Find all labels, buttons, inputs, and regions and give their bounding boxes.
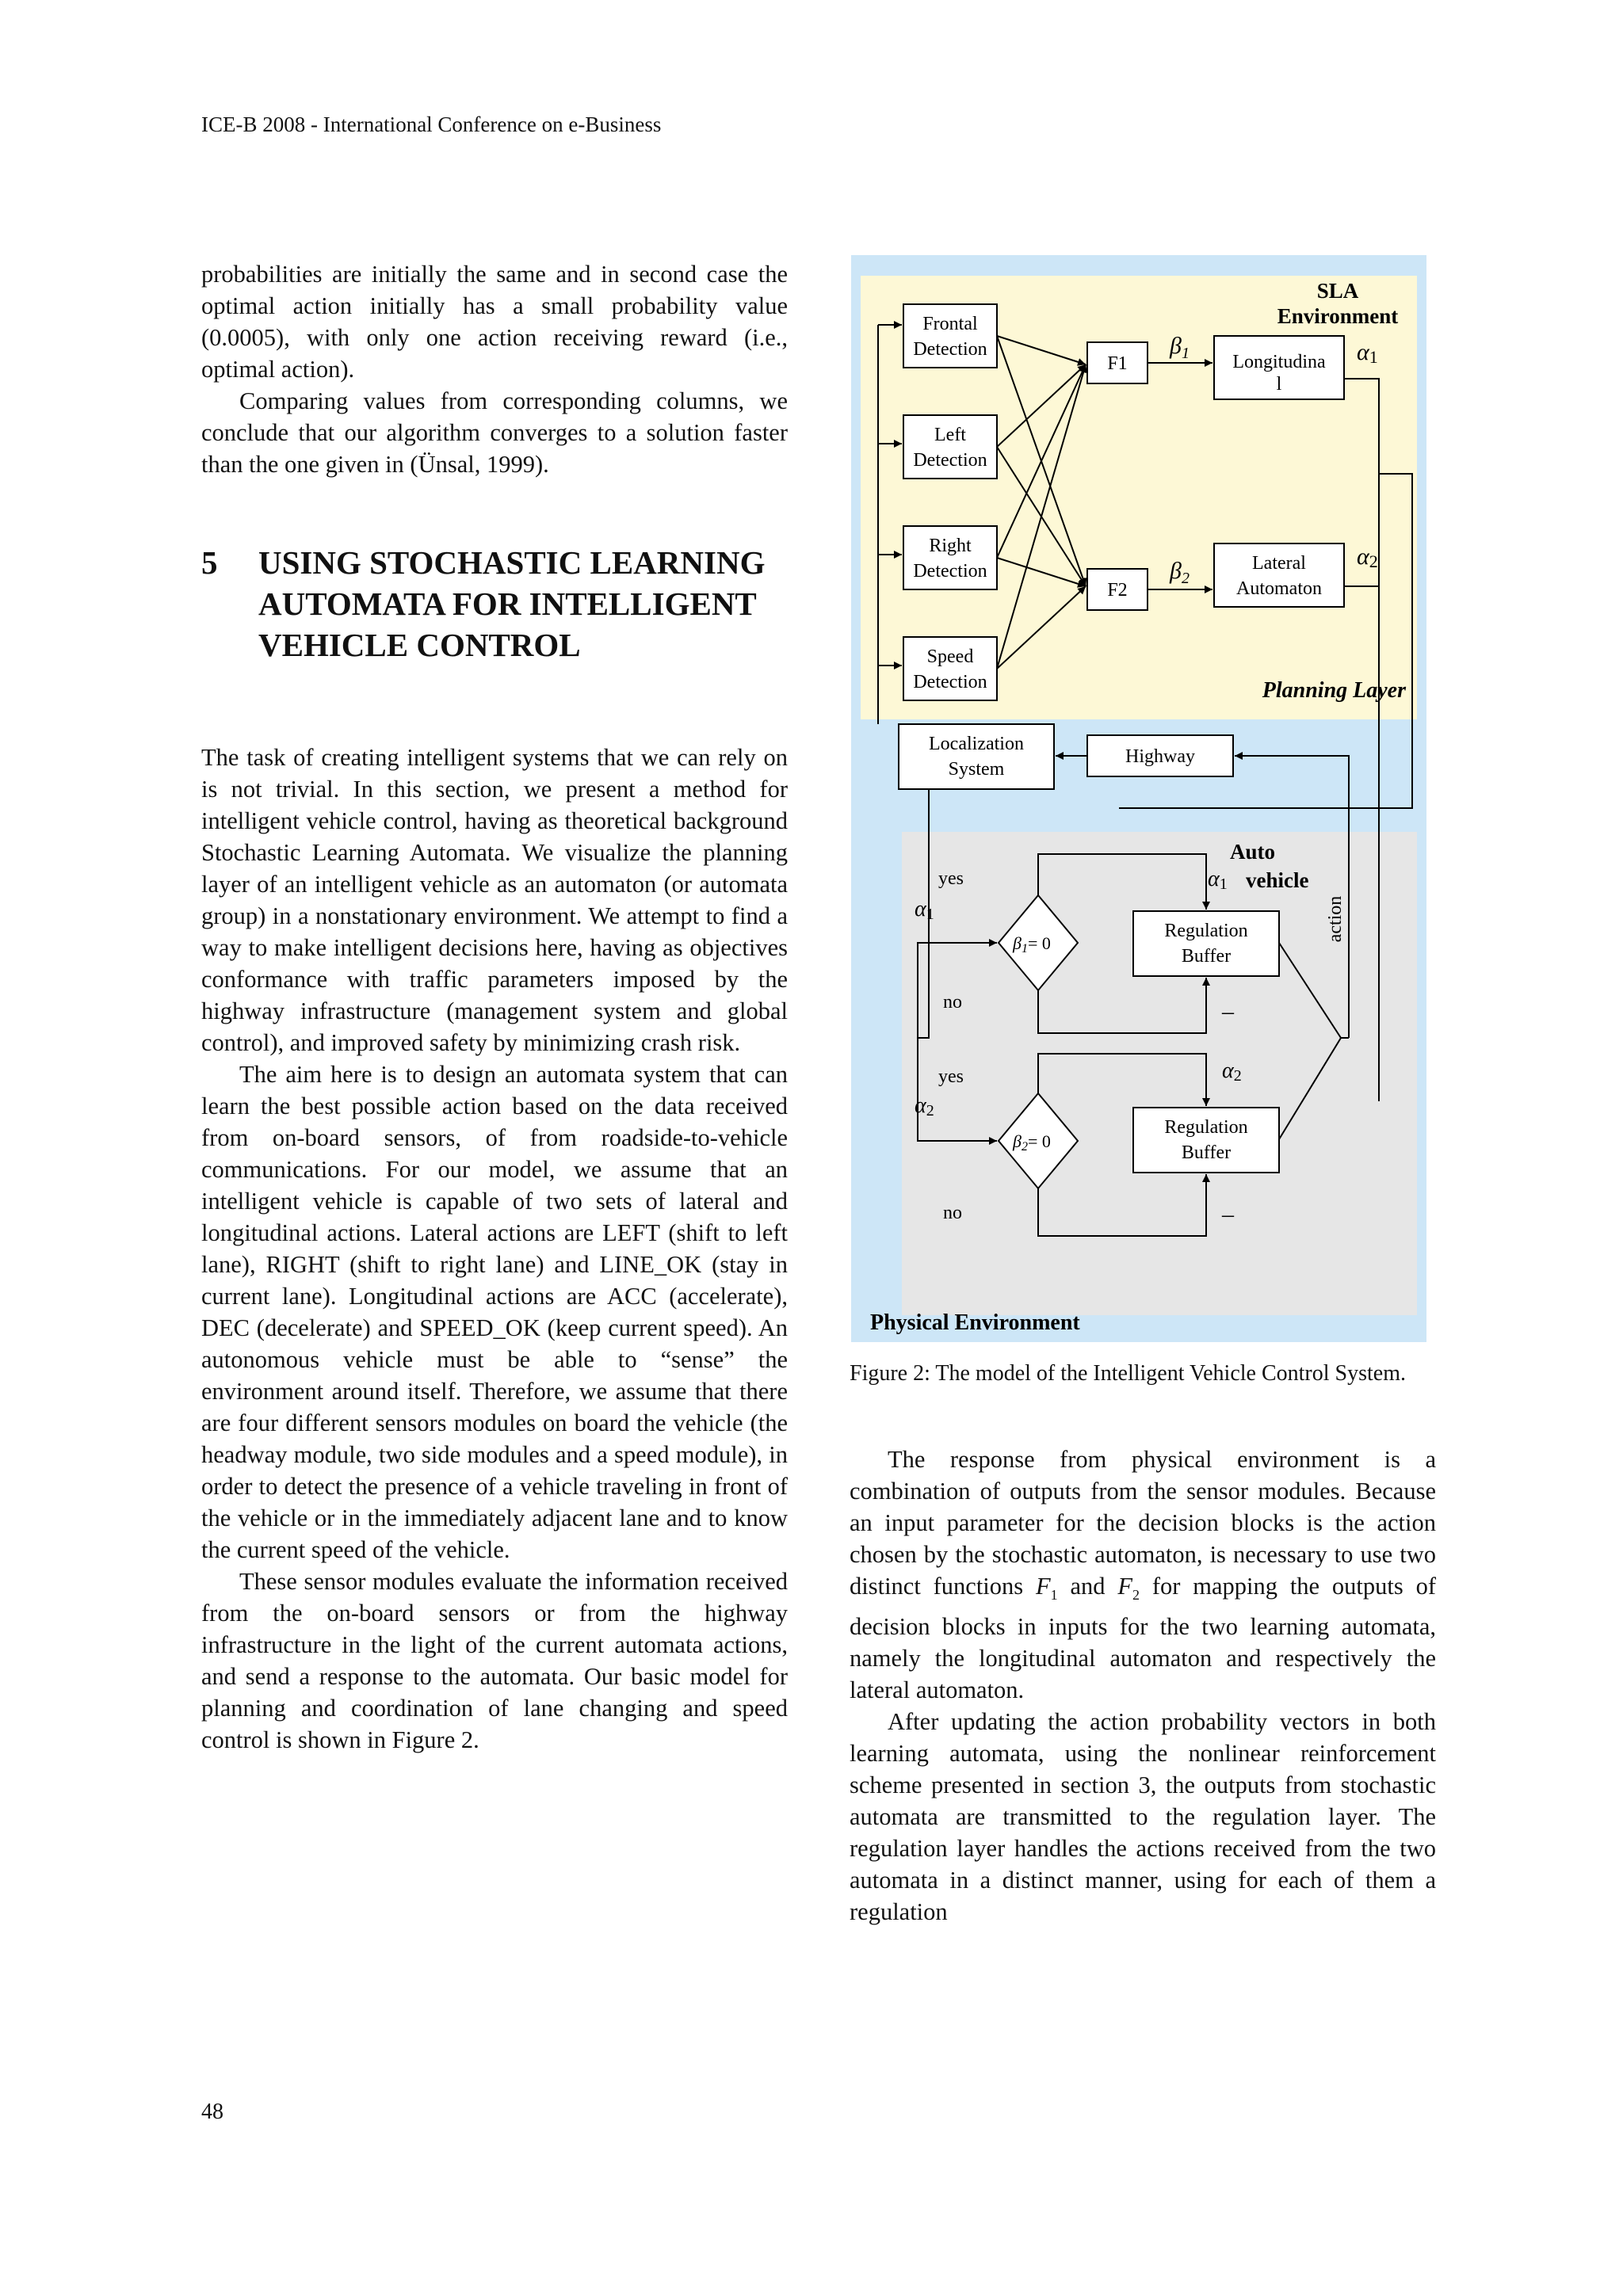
no-label: no bbox=[943, 1203, 962, 1223]
frontal-detection-box bbox=[903, 304, 997, 368]
sla-env-label: Environment bbox=[1277, 304, 1399, 328]
beta1-condition: β1= 0 bbox=[1013, 933, 1051, 955]
svg-text:l: l bbox=[1276, 374, 1282, 395]
svg-text:Detection: Detection bbox=[913, 561, 987, 582]
math-f2: $F_2$ bbox=[1117, 1573, 1140, 1604]
svg-text:Right: Right bbox=[929, 536, 972, 556]
no-label: no bbox=[943, 992, 962, 1013]
left-detection-box bbox=[903, 415, 997, 479]
sla-env-label: SLA bbox=[1316, 279, 1359, 303]
page-number: 48 bbox=[201, 2100, 223, 2124]
alpha2-label: α2 bbox=[1357, 543, 1378, 571]
running-header: ICE-B 2008 - International Conference on e-Business bbox=[201, 113, 662, 136]
paragraph bbox=[850, 1444, 1436, 1706]
paragraph: probabilities are initially the same and in second case the optimal action initially has a small probability value (0.0005), with only one action receiving reward (i.e., optimal action). bbox=[201, 261, 788, 383]
paragraph-text: for mapping the outputs of decision blocks in inputs for the two learning automata, namely the longitudinal automaton and respectively the lateral automaton. bbox=[850, 1573, 1436, 1704]
left-column-top bbox=[201, 258, 788, 480]
minus-sign: – bbox=[1222, 1201, 1234, 1227]
minus-sign: – bbox=[1222, 998, 1234, 1024]
figure-2-diagram bbox=[850, 254, 1436, 1345]
auto-vehicle-label: vehicle bbox=[1246, 868, 1309, 892]
svg-text:Detection: Detection bbox=[913, 450, 987, 471]
svg-text:Detection: Detection bbox=[913, 339, 987, 360]
paragraph: These sensor modules evaluate the information received from the on-board sensors or from the highway infrastructure in the light of the current automata actions, and send a response to the automata. Our basic model for planning and coordination of lane changing and speed control is shown in Figure 2. bbox=[201, 1568, 788, 1753]
beta2-condition: β2= 0 bbox=[1013, 1131, 1051, 1154]
svg-text:Highway: Highway bbox=[1125, 746, 1195, 767]
regulation-buffer-1 bbox=[1133, 911, 1279, 976]
paragraph-text: The response from physical environment is a combination of outputs from the sensor modules. Because an input parameter for the decision blocks is the action chosen by the stochastic automaton, is necessary to use two distinct functions bbox=[850, 1446, 1436, 1600]
paragraph-text: and bbox=[1070, 1573, 1106, 1600]
lateral-automaton-box bbox=[1214, 543, 1344, 607]
physical-environment-label: Physical Environment bbox=[870, 1310, 1080, 1335]
right-detection-box bbox=[903, 526, 997, 589]
alpha1-decision-label: α1 bbox=[915, 897, 934, 923]
paragraph: After updating the action probability vectors in both learning automata, using the nonlinear reinforcement scheme presented in section 3, the outputs from stochastic automata are transmitted to the regulation layer. The regulation layer handles the actions received from the two automata in a distinct manner, using for each of them a regulation bbox=[850, 1708, 1436, 1926]
longitudinal-automaton-box bbox=[1214, 336, 1344, 399]
alpha1-input-label: α1 bbox=[1208, 867, 1228, 893]
beta2-label: $\beta_2$ bbox=[1170, 558, 1190, 587]
svg-text:Localization: Localization bbox=[929, 734, 1024, 754]
alpha1-label: α1 bbox=[1357, 339, 1378, 367]
speed-detection-box bbox=[903, 637, 997, 700]
svg-text:Detection: Detection bbox=[913, 672, 987, 692]
auto-vehicle-label: Auto bbox=[1230, 840, 1276, 864]
planning-layer-label: Planning Layer bbox=[1262, 678, 1406, 703]
svg-text:Regulation: Regulation bbox=[1164, 1117, 1248, 1138]
left-column-body bbox=[201, 742, 788, 1756]
right-column-body bbox=[850, 1444, 1436, 1928]
svg-text:F1: F1 bbox=[1107, 353, 1128, 374]
svg-text:Left: Left bbox=[934, 425, 966, 445]
svg-text:Buffer: Buffer bbox=[1181, 946, 1232, 967]
paragraph: The task of creating intelligent systems that we can rely on is not trivial. In this section, we present a method for intelligent vehicle control, having as theoretical background Stochastic Learning Automata. We visualize the planning layer of an intelligent vehicle as an automaton (or automata group) in a nonstationary environment. We attempt to find a way to make intelligent decisions here, having as objectives conformance with traffic parameters imposed by the highway infrastructure (management system and global control), and improved safety by minimizing crash risk. bbox=[201, 744, 788, 1056]
svg-text:Speed: Speed bbox=[926, 646, 974, 667]
svg-text:Automaton: Automaton bbox=[1236, 578, 1322, 599]
paragraph: The aim here is to design an automata system that can learn the best possible action based on the data received from on-board sensors, of from roadside-to-vehicle communications. For our model, we assume that an intelligent vehicle is capable of two sets of lateral and longitudinal actions. Lateral actions are LEFT (shift to left lane), RIGHT (shift to right lane) and LINE_OK (stay in current lane). Longitudinal actions are ACC (accelerate), DEC (decelerate) and SPEED_OK (keep current speed). An autonomous vehicle must be able to “sense” the environment around itself. Therefore, we assume that there are four different sensors modules on board the vehicle (the headway module, two side modules and a speed module), in order to detect the presence of a vehicle traveling in front of the vehicle or in the immediately adjacent lane and to know the current speed of the vehicle. bbox=[201, 1061, 788, 1563]
svg-text:Longitudina: Longitudina bbox=[1232, 352, 1326, 372]
math-f1: $F_1$ bbox=[1036, 1573, 1058, 1604]
f2-box bbox=[1087, 569, 1148, 610]
figure-caption: Figure 2: The model of the Intelligent Vehicle Control System. bbox=[850, 1361, 1406, 1386]
svg-text:Lateral: Lateral bbox=[1252, 553, 1306, 574]
beta1-label: $\beta_1$ bbox=[1170, 333, 1190, 362]
localization-system-box bbox=[899, 724, 1054, 789]
section-number: 5 bbox=[201, 544, 218, 581]
svg-text:Buffer: Buffer bbox=[1181, 1142, 1232, 1163]
svg-text:F2: F2 bbox=[1107, 580, 1128, 601]
action-label: action bbox=[1325, 895, 1346, 943]
alpha2-decision-label: α2 bbox=[915, 1093, 934, 1119]
svg-text:Regulation: Regulation bbox=[1164, 921, 1248, 941]
f1-box bbox=[1087, 342, 1148, 383]
svg-text:System: System bbox=[948, 759, 1005, 780]
svg-text:Frontal: Frontal bbox=[922, 314, 978, 334]
regulation-buffer-2 bbox=[1133, 1108, 1279, 1173]
yes-label: yes bbox=[938, 868, 964, 889]
paragraph: Comparing values from corresponding columns, we conclude that our algorithm converges to a solution faster than the one given in (Ünsal, 1999). bbox=[201, 387, 788, 478]
highway-box bbox=[1087, 735, 1233, 776]
section-title: USING STOCHASTIC LEARNING AUTOMATA FOR INTELLIGENT VEHICLE CONTROL bbox=[258, 544, 766, 663]
yes-label: yes bbox=[938, 1066, 964, 1087]
alpha2-input-label: α2 bbox=[1222, 1058, 1242, 1085]
